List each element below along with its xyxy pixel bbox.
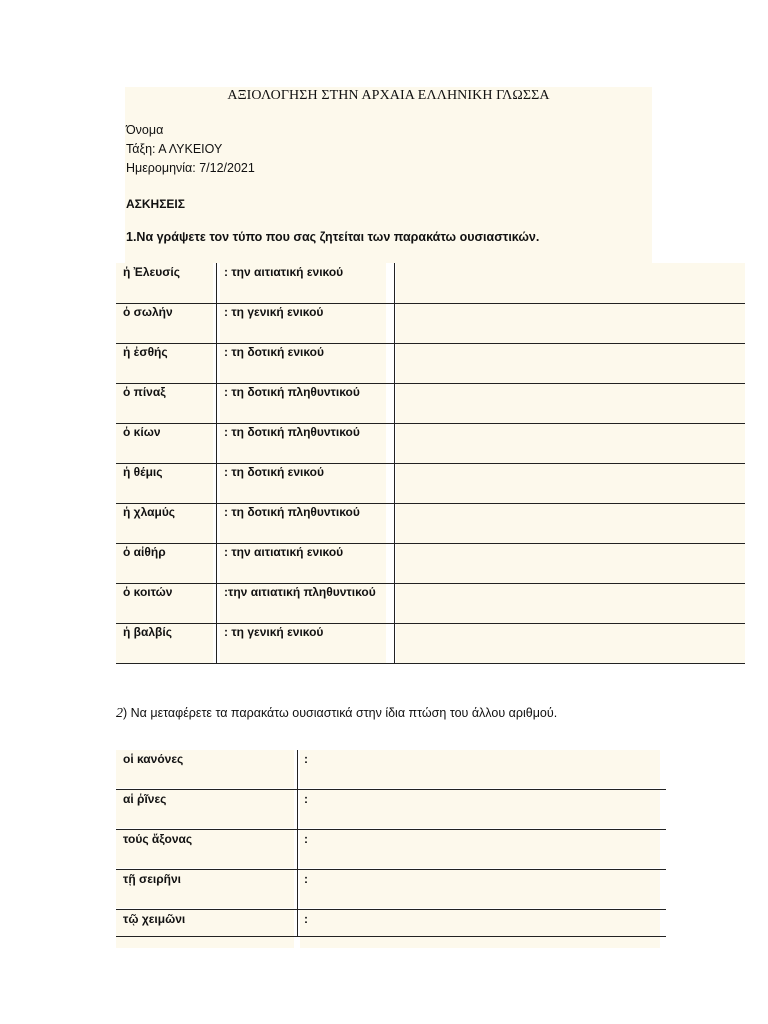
- table-row: [116, 383, 745, 423]
- noun-cell: ὁ πίναξ: [123, 385, 166, 399]
- noun-cell: τῇ σειρῆνι: [123, 872, 182, 886]
- table-row: [116, 790, 666, 830]
- table-row: [116, 263, 745, 303]
- task-cell: : τη γενική ενικού: [224, 625, 324, 639]
- name-label: Όνομα: [126, 123, 164, 137]
- task-cell: : τη δοτική πληθυντικού: [224, 505, 360, 519]
- task-cell: : τη δοτική πληθυντικού: [224, 385, 360, 399]
- header-block: [125, 87, 652, 263]
- noun-cell: τῷ χειμῶνι: [123, 912, 186, 926]
- question-1: 1.Να γράψετε τον τύπο που σας ζητείται των παρακάτω ουσιαστικών.: [126, 230, 540, 244]
- table-row: [116, 623, 745, 663]
- noun-cell: τούς ἄξονας: [123, 832, 193, 846]
- table-row: [116, 343, 745, 383]
- table-row: [116, 543, 745, 583]
- table-row: [116, 830, 666, 870]
- noun-cell: ἡ ἐσθής: [123, 345, 168, 359]
- table-row: [116, 583, 745, 623]
- answer-colon: :: [304, 752, 308, 766]
- noun-cell: ὁ κίων: [123, 425, 161, 439]
- task-cell: : την αιτιατική ενικού: [224, 545, 344, 559]
- task-cell: : τη δοτική πληθυντικού: [224, 425, 360, 439]
- answer-colon: :: [304, 872, 308, 886]
- task-cell: : την αιτιατική ενικού: [224, 265, 344, 279]
- task-cell: :την αιτιατική πληθυντικού: [224, 585, 376, 599]
- document-title: ΑΞΙΟΛΟΓΗΣΗ ΣΤΗΝ ΑΡΧΑΙΑ ΕΛΛΗΝΙΚΗ ΓΛΩΣΣΑ: [227, 88, 550, 103]
- table-row: [116, 910, 666, 950]
- noun-cell: ὁ αἰθήρ: [123, 545, 166, 559]
- question-2: [116, 706, 557, 722]
- answer-colon: :: [304, 792, 308, 806]
- question-2-number: 2: [116, 706, 123, 721]
- noun-cell: ἡ Ἐλευσίς: [123, 265, 180, 279]
- task-cell: : τη δοτική ενικού: [224, 345, 324, 359]
- answer-colon: :: [304, 832, 308, 846]
- noun-cell: αἱ ῥῖνες: [123, 792, 167, 806]
- table-2: [116, 750, 666, 938]
- table-row: [116, 423, 745, 463]
- noun-cell: ἡ βαλβίς: [123, 625, 172, 639]
- table-row: [116, 463, 745, 503]
- table-row: [116, 503, 745, 543]
- table-row: [116, 870, 666, 910]
- noun-cell: ἡ χλαμύς: [123, 505, 176, 519]
- table-1: [116, 263, 745, 664]
- noun-cell: ἡ θέμις: [123, 465, 163, 479]
- noun-cell: οἱ κανόνες: [123, 752, 184, 766]
- task-cell: : τη γενική ενικού: [224, 305, 324, 319]
- exercises-label: ΑΣΚΗΣΕΙΣ: [126, 197, 185, 211]
- answer-colon: :: [304, 912, 308, 926]
- noun-cell: ὁ σωλήν: [123, 305, 173, 319]
- table-row: [116, 750, 666, 790]
- class-line: Τάξη: Α ΛΥΚΕΙΟΥ: [126, 142, 223, 156]
- noun-cell: ὁ κοιτών: [123, 585, 173, 599]
- table-row: [116, 303, 745, 343]
- task-cell: : τη δοτική ενικού: [224, 465, 324, 479]
- date-line: Ημερομηνία: 7/12/2021: [126, 161, 255, 175]
- question-2-text: ) Να μεταφέρετε τα παρακάτω ουσιαστικά στην ίδια πτώση του άλλου αριθμού.: [123, 706, 558, 720]
